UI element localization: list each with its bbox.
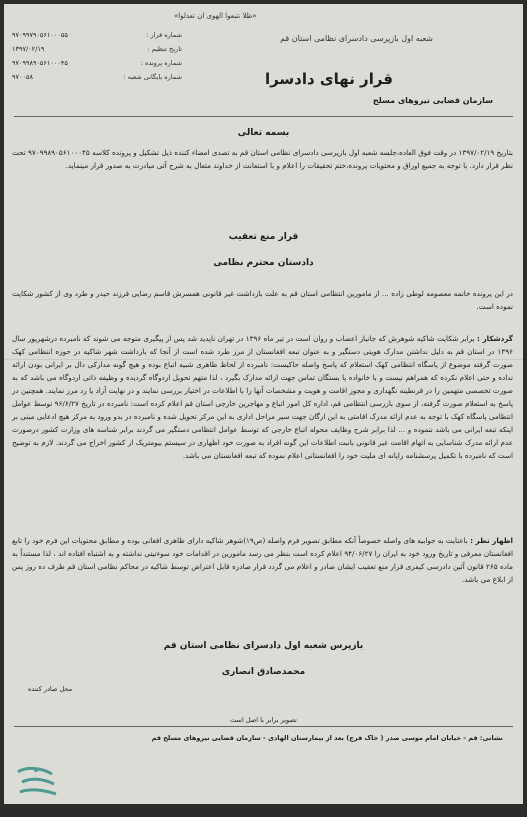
- report-lead: گردشکار :: [477, 334, 513, 343]
- issuer-label: محل صادر کننده: [28, 685, 73, 693]
- case-meta: [12, 28, 182, 84]
- organization-name: سازمان قضایی نیروهای مسلح: [372, 96, 493, 105]
- assessment-lead: اظهار نظر :: [470, 536, 513, 545]
- motto: «ظلا تتبعوا الهوی ان تعدلوا»: [174, 12, 257, 20]
- meta-label: شماره بایگانی شعبه :: [123, 73, 182, 81]
- parties-paragraph: در این پرونده خانمه معصومه لوطی زاده ... از مامورین انتظامی استان قم به علت بازداشت غیر قانونی همسرش قاسم رضایی فرزند حیدر و طرد وی از کشور شکایت نموده است.: [12, 289, 513, 311]
- report-text: برابر شکایت شاکیه شوهرش که جانباز اعصاب و روان است در تیر ماه ۱۳۹۶ در تهران ناپدید شد پس از پیگیری متوجه می شوند که نامبرده درشهریور سال ۱۳۹۶ در استان قم به دلیل نداشتن مدارک هویتی دستگیر و به عنوان تبعه افغانستان از مرز طرد شده است از آنجا که بازداشت شهر شاکیه در حوزه انتظامی کهک صورت گرفته موضوع از پاسگاه انتظامی کهک استعلام که پاسخ واصله حاکیست: نامبرده از لحاظ ظاهری شبیه اتباع بوده و هیچ گونه مدارکی دال بر ایرانی بودن ارائه نداده و حتی اعلام نکرده که همراهم نیست و با خانواده یا بستگان تماس جهت ارائه مدارک بگیرد ، لذا متهم تحویل اردوگاه گردیده و وظیفه ذاتی اردوگاه می باشد که به صورت تخصصی متهمین را در قرنطینه نگهداری و مجوز اقامت و هویت و مشخصات آنها را با اطلاعات در اختیار بررسی نمایند و در نهایت آزاد یا رد مرز نمایند. همچنین در پاسخ به استعلام صورت گرفته، از سوی بازرسی انتظامی قم، اداره کل امور اتباع و مهاجرین خارجی استان قم اعلام کرده است: نامبرده در تاریخ ۹۶/۶/۲۷ توسط عوامل انتظامی پاسگاه کهک با توجه به عدم ارائه مدرک اقامتی به این ارگان جهت سیر مراحل اداری به این مرکز تحویل شده و نامبرده در بدو ورود به مرکز هیچ ادعایی مبنی بر اینکه تبعه ایرانی می باشد ننموده و ... لذا برابر شرح وظایف محوله اتباع خارجی که توسط عوامل انتظامی دستگیر می گردند برابر شناسه های وزارت کشور درصورت عدم ارائه مدرک شناسایی به اتهام اقامت غیر قانونی بانبت اطلاعات این گونه افراد به صورت خود اظهاری در سیستم بیومتریک از کشور اخراج می گردند. لازم به توضیح است که نامبرده با تکمیل پرسشنامه رایانه ای ملیت خود را افغانستانی اعلام نموده که تبعه افغانستان می باشد.: [12, 334, 514, 460]
- meta-value: ۱۳۹۷/۰۲/۱۹: [12, 45, 45, 53]
- section-title: قرار منع تعقیب: [228, 232, 299, 242]
- footer-divider: [14, 726, 513, 727]
- meta-row: [12, 56, 182, 70]
- meta-label: تاریخ تنظیم :: [147, 45, 182, 53]
- report-paragraph: [12, 332, 513, 462]
- decision-title: قرار نهای دادسرا: [264, 70, 393, 88]
- basmala: بسمه تعالی: [237, 128, 290, 138]
- address-line: نشانی: قم - خیابان امام موسی صدر ( خاک فرج) بعد از بیمارستان الهادی - سازمان قضایی نیروهای مسلح قم: [151, 734, 503, 742]
- meta-value: ۹۷۰۹۹۷۹۰۵۶۱۰۰۰۵۵: [12, 31, 68, 39]
- logo-stamp-icon: [12, 764, 62, 800]
- assessment-paragraph: [12, 534, 513, 586]
- meta-label: شماره پرونده :: [140, 59, 182, 67]
- meta-value: ۹۷۰۹۹۸۹۰۵۶۱۰۰۰۴۵: [12, 59, 68, 67]
- signature-name: محمدصادق انصاری: [221, 667, 306, 677]
- header-divider: [14, 116, 513, 117]
- document-page: [4, 4, 523, 804]
- signature-title: بازپرس شعبه اول دادسرای نظامی استان قم: [163, 641, 364, 651]
- intro-paragraph: بتاریخ ۱۳۹۷/۰۲/۱۹ در وقت فوق العاده،جلسه شعبه اول بازپرسی دادسرای نظامی استان قم به تصدی امضاء کننده ذیل تشکیل و پرونده کلاسه ۹۷۰۹۹۸۹۰۵۶۱۰۰۰۴۵ تحت نظر قرار دارد. با توجه به جمیع اوراق و محتویات پرونده،ختم تحقیقات را اعلام و با استعانت از خداوند متعال به شرح آتی مبادرت به صدور قرار مینماید.: [12, 148, 514, 170]
- meta-row: [12, 70, 182, 84]
- office-name: شعبه اول بازپرسی دادسرای نظامی استان قم: [280, 34, 433, 43]
- meta-label: شماره قرار :: [146, 31, 182, 39]
- assessment-text: باعنایت به جوابیه های واصله خصوصاً آنکه مطابق تصویر فرم واصله (ص۱۹)شوهر شاکیه دارای ظاهری افغانی بوده و مطابق محتویات این فرم خود را تابع افغانستان معرفی و تاریخ ورود خود به ایران را ۹۴/۰۶/۲۷ اعلام کرده است بنظر می رسد مامورین در اقدامات خود سوءنیتی نداشته و به اشتباه افتاده اند ، لذا مستنداً به ماده ۲۶۵ قانون آئین دادرسی کیفری قرار منع تعقیب ایشان صادر و اعلام می گردد قرار صادره قابل اعتراض توسط شاکیه در محاکم نظامی استان قم ظرف ده روز پس از ابلاغ می باشد.: [12, 536, 514, 584]
- meta-row: [12, 42, 182, 56]
- meta-value: ۹۷۰۰۵۸: [12, 73, 33, 81]
- certified-note: تصویر برابر با اصل است: [230, 716, 297, 724]
- meta-row: [12, 28, 182, 42]
- document-header: [4, 4, 523, 112]
- addressee: دادستان محترم نظامی: [213, 258, 314, 268]
